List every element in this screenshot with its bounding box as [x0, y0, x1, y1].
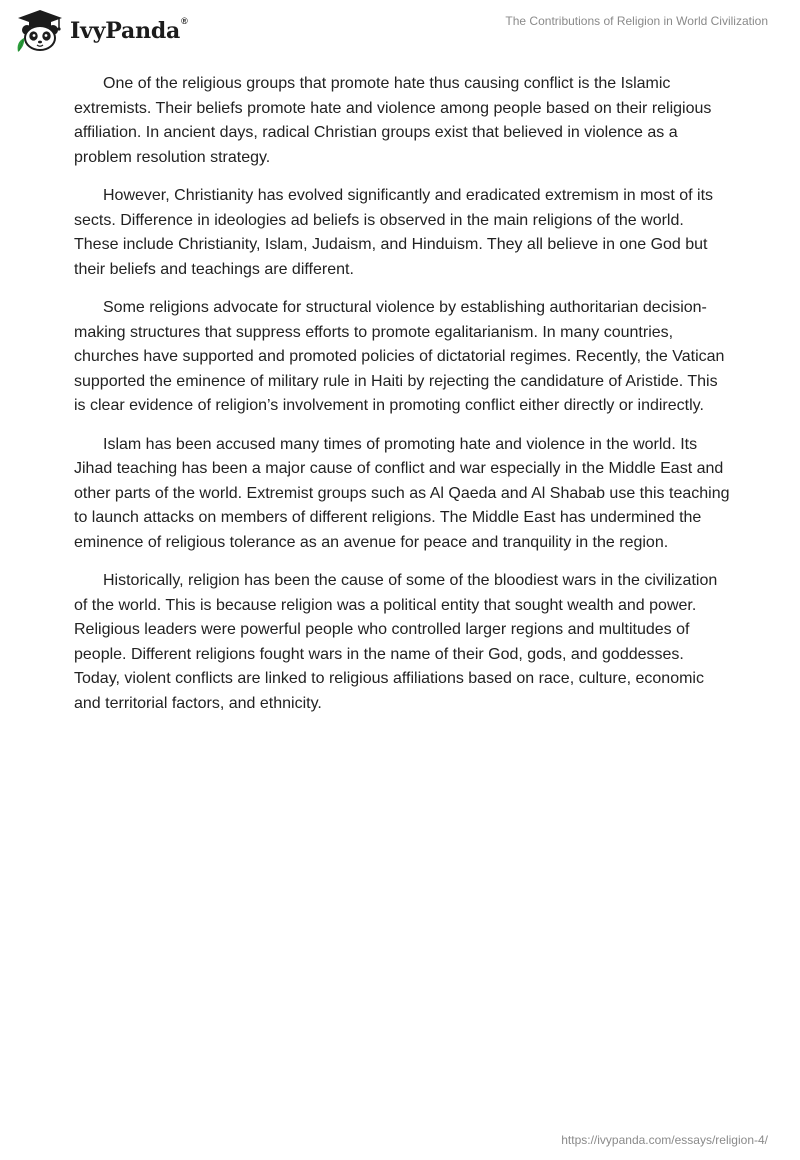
- panda-graduate-icon: [14, 8, 66, 52]
- ivypanda-logo[interactable]: [14, 8, 188, 52]
- registered-mark: ®: [181, 16, 188, 26]
- paragraph: Historically, religion has been the cause of some of the bloodiest wars in the civilization of the world. This is because religion was a political entity that sought wealth and power. Religious leaders were powerful people who controlled larger regions and multitudes of people. Different religions fought wars in the name of their God, gods, and goddesses. Today, violent conflicts are linked to religious affiliations based on race, culture, economic and territorial factors, and ethnicity.: [74, 572, 718, 712]
- source-url-link[interactable]: https://ivypanda.com/essays/religion-4/: [561, 1133, 768, 1147]
- logo-wordmark: [70, 18, 188, 44]
- page-header: [0, 0, 800, 60]
- essay-body: [74, 72, 730, 730]
- document-title: The Contributions of Religion in World Civilization: [505, 14, 768, 28]
- paragraph: Islam has been accused many times of promoting hate and violence in the world. Its Jihad teaching has been a major cause of conflict and war especially in the Middle East and other parts of the world. Extremist groups such as Al Qaeda and Al Shabab use this teaching to launch attacks on members of different religions. The Middle East has undermined the eminence of religious tolerance as an avenue for peace and tranquility in the region.: [74, 435, 730, 551]
- paragraph: One of the religious groups that promote hate thus causing conflict is the Islamic extremists. Their beliefs promote hate and violence among people based on their religious affiliation. In ancient days, radical Christian groups exist that believed in violence as a problem resolution strategy.: [74, 75, 712, 166]
- paragraph: However, Christianity has evolved significantly and eradicated extremism in most of its sects. Difference in ideologies ad beliefs is observed in the main religions of the world. These include Christianity, Islam, Judaism, and Hinduism. They all believe in one God but their beliefs and teachings are different.: [74, 187, 714, 278]
- paragraph: Some religions advocate for structural violence by establishing authoritarian decision-making structures that suppress efforts to promote egalitarianism. In many countries, churches have supported and promoted policies of dictatorial regimes. Recently, the Vatican supported the eminence of military rule in Haiti by rejecting the candidature of Aristide. This is clear evidence of religion’s involvement in promoting conflict either directly or indirectly.: [74, 299, 725, 414]
- logo-text: IvyPanda: [70, 18, 181, 44]
